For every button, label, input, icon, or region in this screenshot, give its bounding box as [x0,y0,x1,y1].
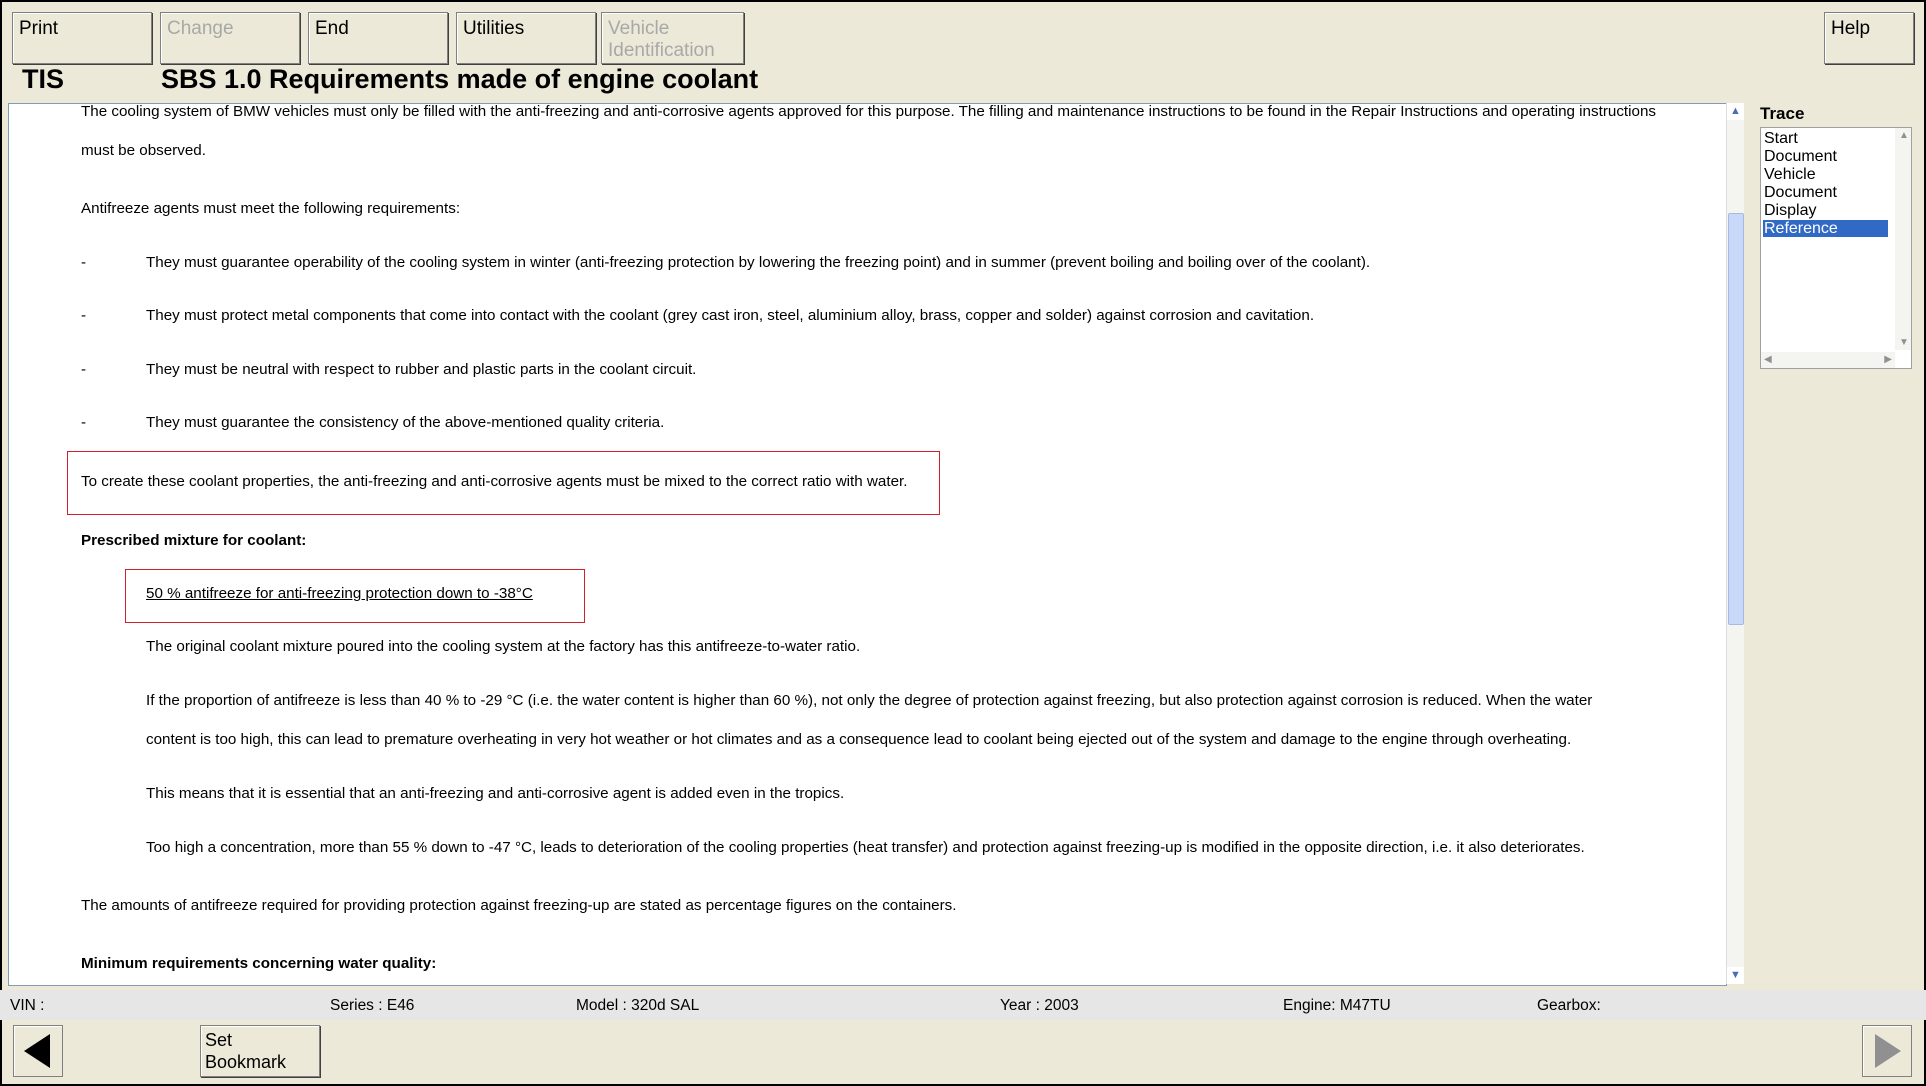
change-button[interactable]: Change [160,12,300,64]
forward-button[interactable] [1862,1025,1912,1077]
vin-label: VIN : [10,997,45,1014]
model-label: Model : 320d SAL [576,997,700,1014]
bullet-mark: - [81,361,87,378]
scroll-left-icon[interactable]: ◀ [1764,354,1772,365]
mix-note: To create these coolant properties, the anti-freezing and anti-corrosive agents must be mixed to the correct ratio with water. [81,473,908,490]
year-label: Year : 2003 [1000,997,1079,1014]
trace-vertical-scrollbar[interactable] [1895,128,1911,350]
help-button[interactable]: Help [1824,12,1914,64]
end-button[interactable]: End [308,12,448,64]
bullet-mark: - [81,254,87,271]
bullet-text: They must be neutral with respect to rubber and plastic parts in the coolant circuit. [146,361,697,378]
back-button[interactable] [13,1025,63,1077]
bullet-text: They must guarantee the consistency of the above-mentioned quality criteria. [146,414,665,431]
amounts-note: The amounts of antifreeze required for providing protection against freezing-up are stated as percentage figures on the containers. [81,897,957,914]
prescribed-heading: Prescribed mixture for coolant: [81,532,307,549]
page-title: SBS 1.0 Requirements made of engine coolant [161,64,759,94]
bullet-mark: - [81,307,87,324]
scroll-down-icon[interactable]: ▼ [1727,967,1744,984]
factory-note: The original coolant mixture poured into the cooling system at the factory has this antifreeze-to-water ratio. [146,638,861,655]
gearbox-label: Gearbox: [1537,997,1601,1014]
vehicle-identification-button[interactable]: Vehicle Identification [601,12,744,64]
engine-label: Engine: M47TU [1283,997,1391,1014]
document-view[interactable] [8,103,1727,986]
triangle-left-icon [14,1026,62,1076]
scroll-thumb[interactable] [1728,213,1744,625]
trace-item-vehicle[interactable]: Vehicle [1764,166,1816,183]
scroll-up-icon[interactable]: ▲ [1727,103,1744,120]
requirements-heading: Antifreeze agents must meet the following requirements: [81,200,461,217]
document-scrollbar[interactable] [1726,103,1744,984]
utilities-button[interactable]: Utilities [456,12,596,64]
bullet-mark: - [81,414,87,431]
tropics-note: This means that it is essential that an anti-freezing and anti-corrosive agent is added even in the tropics. [146,785,845,802]
series-label: Series : E46 [330,997,415,1014]
trace-list[interactable] [1760,127,1912,369]
trace-title: Trace [1760,104,1805,123]
intro-line-1: The cooling system of BMW vehicles must only be filled with the anti-freezing and anti-corrosive agents approved for this purpose. The filling and maintenance instructions to be found in the Repair Instructions and operating instructions [81,103,1656,120]
print-button[interactable]: Print [12,12,152,64]
scroll-right-icon[interactable]: ▶ [1884,354,1892,365]
low-proportion-line-1: If the proportion of antifreeze is less than 40 % to -29 °C (i.e. the water content is higher than 60 %), not only the degree of protection against freezing, but also protection against corrosion is reduced. When the water [146,692,1593,709]
water-quality-heading: Minimum requirements concerning water quality: [81,955,437,972]
trace-item-document[interactable]: Document [1764,148,1837,165]
trace-horizontal-scrollbar[interactable] [1761,352,1895,368]
triangle-right-icon [1863,1026,1911,1076]
low-proportion-line-2: content is too high, this can lead to premature overheating in very hot weather or hot climates and as a consequence lead to coolant being ejected out of the system and damage to the engine through overheating. [146,731,1572,748]
high-concentration-note: Too high a concentration, more than 55 % down to -47 °C, leads to deterioration of the cooling properties (heat transfer) and protection against freezing-up is modified in the opposite direction, i.e. it also deteriorates. [146,839,1585,856]
app-label: TIS [22,64,65,94]
vehicle-status-bar [0,990,1926,1020]
trace-item-start[interactable]: Start [1764,130,1798,147]
intro-line-2: must be observed. [81,142,206,159]
bullet-text: They must protect metal components that come into contact with the coolant (grey cast iron, steel, aluminium alloy, brass, copper and solder) against corrosion and cavitation. [146,307,1315,324]
prescribed-value: 50 % antifreeze for anti-freezing protection down to -38°C [146,585,533,602]
set-bookmark-button[interactable]: Set Bookmark [200,1025,320,1077]
trace-item-document[interactable]: Document [1764,184,1837,201]
scroll-down-icon[interactable]: ▼ [1899,337,1909,348]
scroll-up-icon[interactable]: ▲ [1899,130,1909,141]
trace-item-display[interactable]: Display [1764,202,1817,219]
bullet-text: They must guarantee operability of the cooling system in winter (anti-freezing protection by lowering the freezing point) and in summer (prevent boiling and boiling over of the coolant). [146,254,1371,271]
trace-item-reference[interactable]: Reference [1763,220,1888,237]
